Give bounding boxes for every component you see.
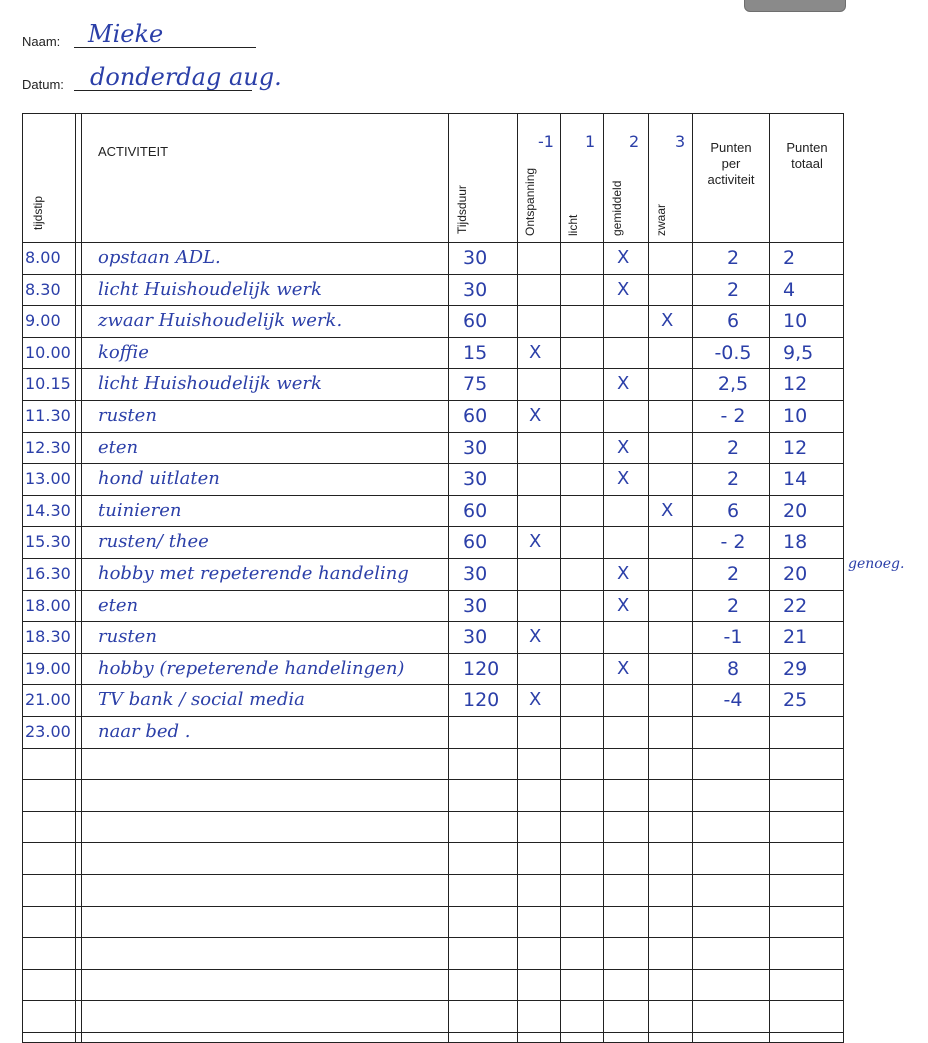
cell-total: 12: [783, 436, 808, 459]
cell-activity: rusten: [98, 405, 157, 426]
row-line: [23, 842, 843, 843]
cell-time: 18.00: [25, 595, 71, 615]
date-field: [22, 63, 282, 92]
level-zwaar: 3: [675, 132, 686, 151]
cell-duration: 30: [463, 594, 488, 617]
cell-points: 2: [726, 247, 740, 269]
cell-mark: X: [529, 405, 542, 426]
corner-tab: [744, 0, 846, 12]
row-line: [23, 621, 843, 622]
cell-mark: X: [529, 531, 542, 553]
row-line: [23, 400, 843, 401]
cell-time: 14.30: [25, 500, 71, 520]
cell-activity: rusten/ thee: [98, 531, 209, 553]
row-line: [23, 874, 843, 875]
row-line: [23, 1000, 843, 1001]
grid-line: [692, 114, 693, 1042]
col-header-tijdstip: tijdstip: [31, 195, 45, 230]
cell-activity: naar bed .: [98, 721, 191, 742]
row-line: [23, 716, 843, 717]
cell-points: 2: [726, 594, 740, 617]
row-line: [23, 906, 843, 907]
punten-totaal-line2: totaal: [791, 156, 823, 171]
punten-per-line1: Punten: [710, 140, 752, 155]
cell-activity: zwaar Huishoudelijk werk.: [98, 310, 343, 332]
name-label: Naam:: [22, 34, 61, 49]
row-line: [23, 432, 843, 433]
grid-line: [603, 114, 604, 1042]
cell-time: 12.30: [25, 437, 71, 457]
cell-activity: eten: [98, 594, 139, 616]
col-header-ontspanning: Ontspanning: [523, 167, 537, 236]
row-line: [23, 558, 843, 559]
cell-duration: 120: [463, 657, 500, 680]
cell-activity: hobby (repeterende handelingen): [98, 657, 405, 679]
cell-points: - 2: [720, 531, 746, 554]
cell-duration: 75: [463, 373, 488, 396]
cell-total: 21: [783, 626, 808, 649]
cell-activity: tuinieren: [98, 499, 182, 521]
cell-points: 2: [726, 468, 740, 491]
grid-line: [75, 114, 76, 1042]
row-line: [23, 590, 843, 591]
cell-time: 23.00: [25, 722, 71, 741]
cell-duration: 30: [463, 626, 488, 649]
cell-time: 15.30: [25, 532, 71, 552]
row-line: [23, 305, 843, 306]
punten-totaal-line1: Punten: [786, 140, 828, 155]
cell-points: -0.5: [714, 341, 752, 364]
cell-time: 19.00: [25, 658, 71, 678]
cell-activity: hond uitlaten: [98, 468, 220, 490]
name-field: [22, 20, 164, 49]
cell-time: 21.00: [25, 690, 71, 710]
row-line: [23, 274, 843, 275]
cell-activity: koffie: [98, 341, 149, 363]
cell-total: 18: [783, 531, 808, 554]
cell-duration: 30: [463, 468, 488, 491]
grid-line: [769, 114, 770, 1042]
cell-total: 12: [783, 373, 808, 396]
cell-total: 20: [783, 499, 808, 522]
header-bottom-line: [23, 242, 843, 243]
cell-time: 10.00: [25, 342, 71, 362]
cell-mark: X: [617, 278, 630, 300]
cell-time: 10.15: [25, 374, 71, 394]
cell-duration: 30: [463, 278, 488, 301]
cell-duration: 120: [463, 689, 500, 712]
cell-total: 20: [783, 563, 808, 585]
activity-table: [22, 113, 844, 1043]
cell-time: 11.30: [25, 406, 71, 425]
row-line: [23, 526, 843, 527]
side-note: genoeg.: [848, 556, 905, 572]
col-header-gemiddeld: gemiddeld: [610, 180, 624, 236]
cell-points: 2,5: [717, 373, 749, 396]
level-licht: 1: [585, 132, 596, 151]
cell-total: 10: [783, 310, 808, 333]
cell-duration: 60: [463, 499, 488, 522]
cell-activity: TV bank / social media: [98, 689, 305, 711]
cell-duration: 30: [463, 436, 488, 459]
cell-activity: eten: [98, 436, 139, 458]
row-line: [23, 779, 843, 780]
col-header-activiteit: ACTIVITEIT: [98, 144, 169, 159]
row-line: [23, 937, 843, 938]
cell-points: - 2: [720, 405, 746, 427]
cell-points: 6: [726, 310, 740, 333]
row-line: [23, 969, 843, 970]
cell-points: 2: [726, 278, 740, 301]
cell-duration: 15: [463, 341, 488, 364]
cell-duration: 60: [463, 310, 488, 333]
row-line: [23, 368, 843, 369]
date-line: [74, 90, 252, 91]
grid-line: [648, 114, 649, 1042]
cell-mark: X: [529, 341, 542, 363]
cell-mark: X: [529, 626, 542, 648]
cell-time: 8.00: [25, 248, 61, 267]
cell-mark: X: [617, 657, 630, 679]
cell-total: 14: [783, 468, 808, 491]
cell-mark: X: [617, 563, 630, 584]
cell-time: 13.00: [25, 469, 71, 489]
cell-total: 9,5: [783, 341, 814, 364]
punten-per-line3: activiteit: [707, 172, 755, 187]
cell-total: 22: [783, 594, 808, 617]
cell-activity: rusten: [98, 626, 157, 648]
cell-mark: X: [617, 436, 630, 458]
cell-total: 29: [783, 657, 808, 680]
cell-points: 2: [726, 436, 740, 459]
cell-mark: X: [529, 689, 542, 711]
col-header-zwaar: zwaar: [654, 203, 668, 236]
cell-mark: X: [617, 373, 630, 395]
punten-per-line2: per: [721, 156, 741, 171]
row-line: [23, 337, 843, 338]
cell-total: 4: [783, 278, 796, 301]
date-label: Datum:: [22, 77, 64, 92]
cell-mark: X: [617, 247, 630, 268]
cell-activity: opstaan ADL.: [98, 247, 221, 268]
cell-activity: hobby met repeterende handeling: [98, 563, 409, 584]
cell-points: -1: [723, 626, 743, 649]
cell-points: 2: [726, 563, 740, 585]
grid-line: [448, 114, 449, 1042]
row-line: [23, 811, 843, 812]
row-line: [23, 463, 843, 464]
cell-time: 9.00: [25, 311, 61, 331]
level-gemiddeld: 2: [629, 132, 640, 151]
level-ontspanning: -1: [538, 132, 554, 151]
cell-duration: 60: [463, 405, 488, 427]
cell-duration: 60: [463, 531, 488, 554]
row-line: [23, 748, 843, 749]
cell-total: 2: [783, 247, 796, 269]
col-header-tijdsduur: Tijdsduur: [455, 185, 469, 234]
cell-points: -4: [723, 689, 743, 712]
grid-line: [560, 114, 561, 1042]
cell-time: 16.30: [25, 564, 71, 583]
date-value: donderdag aug.: [90, 63, 282, 91]
cell-activity: licht Huishoudelijk werk: [98, 373, 322, 395]
name-line: [74, 47, 256, 48]
grid-line: [81, 114, 82, 1042]
cell-activity: licht Huishoudelijk werk: [98, 278, 322, 300]
name-value: Mieke: [88, 20, 164, 48]
cell-mark: X: [617, 594, 630, 616]
row-line: [23, 653, 843, 654]
cell-time: 8.30: [25, 279, 61, 299]
col-header-licht: licht: [566, 214, 580, 236]
cell-duration: 30: [463, 247, 488, 269]
cell-mark: X: [661, 499, 674, 521]
cell-duration: 30: [463, 563, 488, 585]
cell-mark: X: [617, 468, 630, 490]
row-line: [23, 495, 843, 496]
cell-total: 10: [783, 405, 808, 427]
cell-mark: X: [661, 310, 674, 332]
row-line: [23, 1032, 843, 1033]
col-header-punten-totaal: [770, 140, 844, 172]
cell-points: 8: [726, 657, 740, 680]
cell-total: 25: [783, 689, 808, 712]
grid-line: [517, 114, 518, 1042]
cell-points: 6: [726, 499, 740, 522]
cell-time: 18.30: [25, 627, 71, 647]
col-header-punten-per: [693, 140, 769, 188]
row-line: [23, 684, 843, 685]
